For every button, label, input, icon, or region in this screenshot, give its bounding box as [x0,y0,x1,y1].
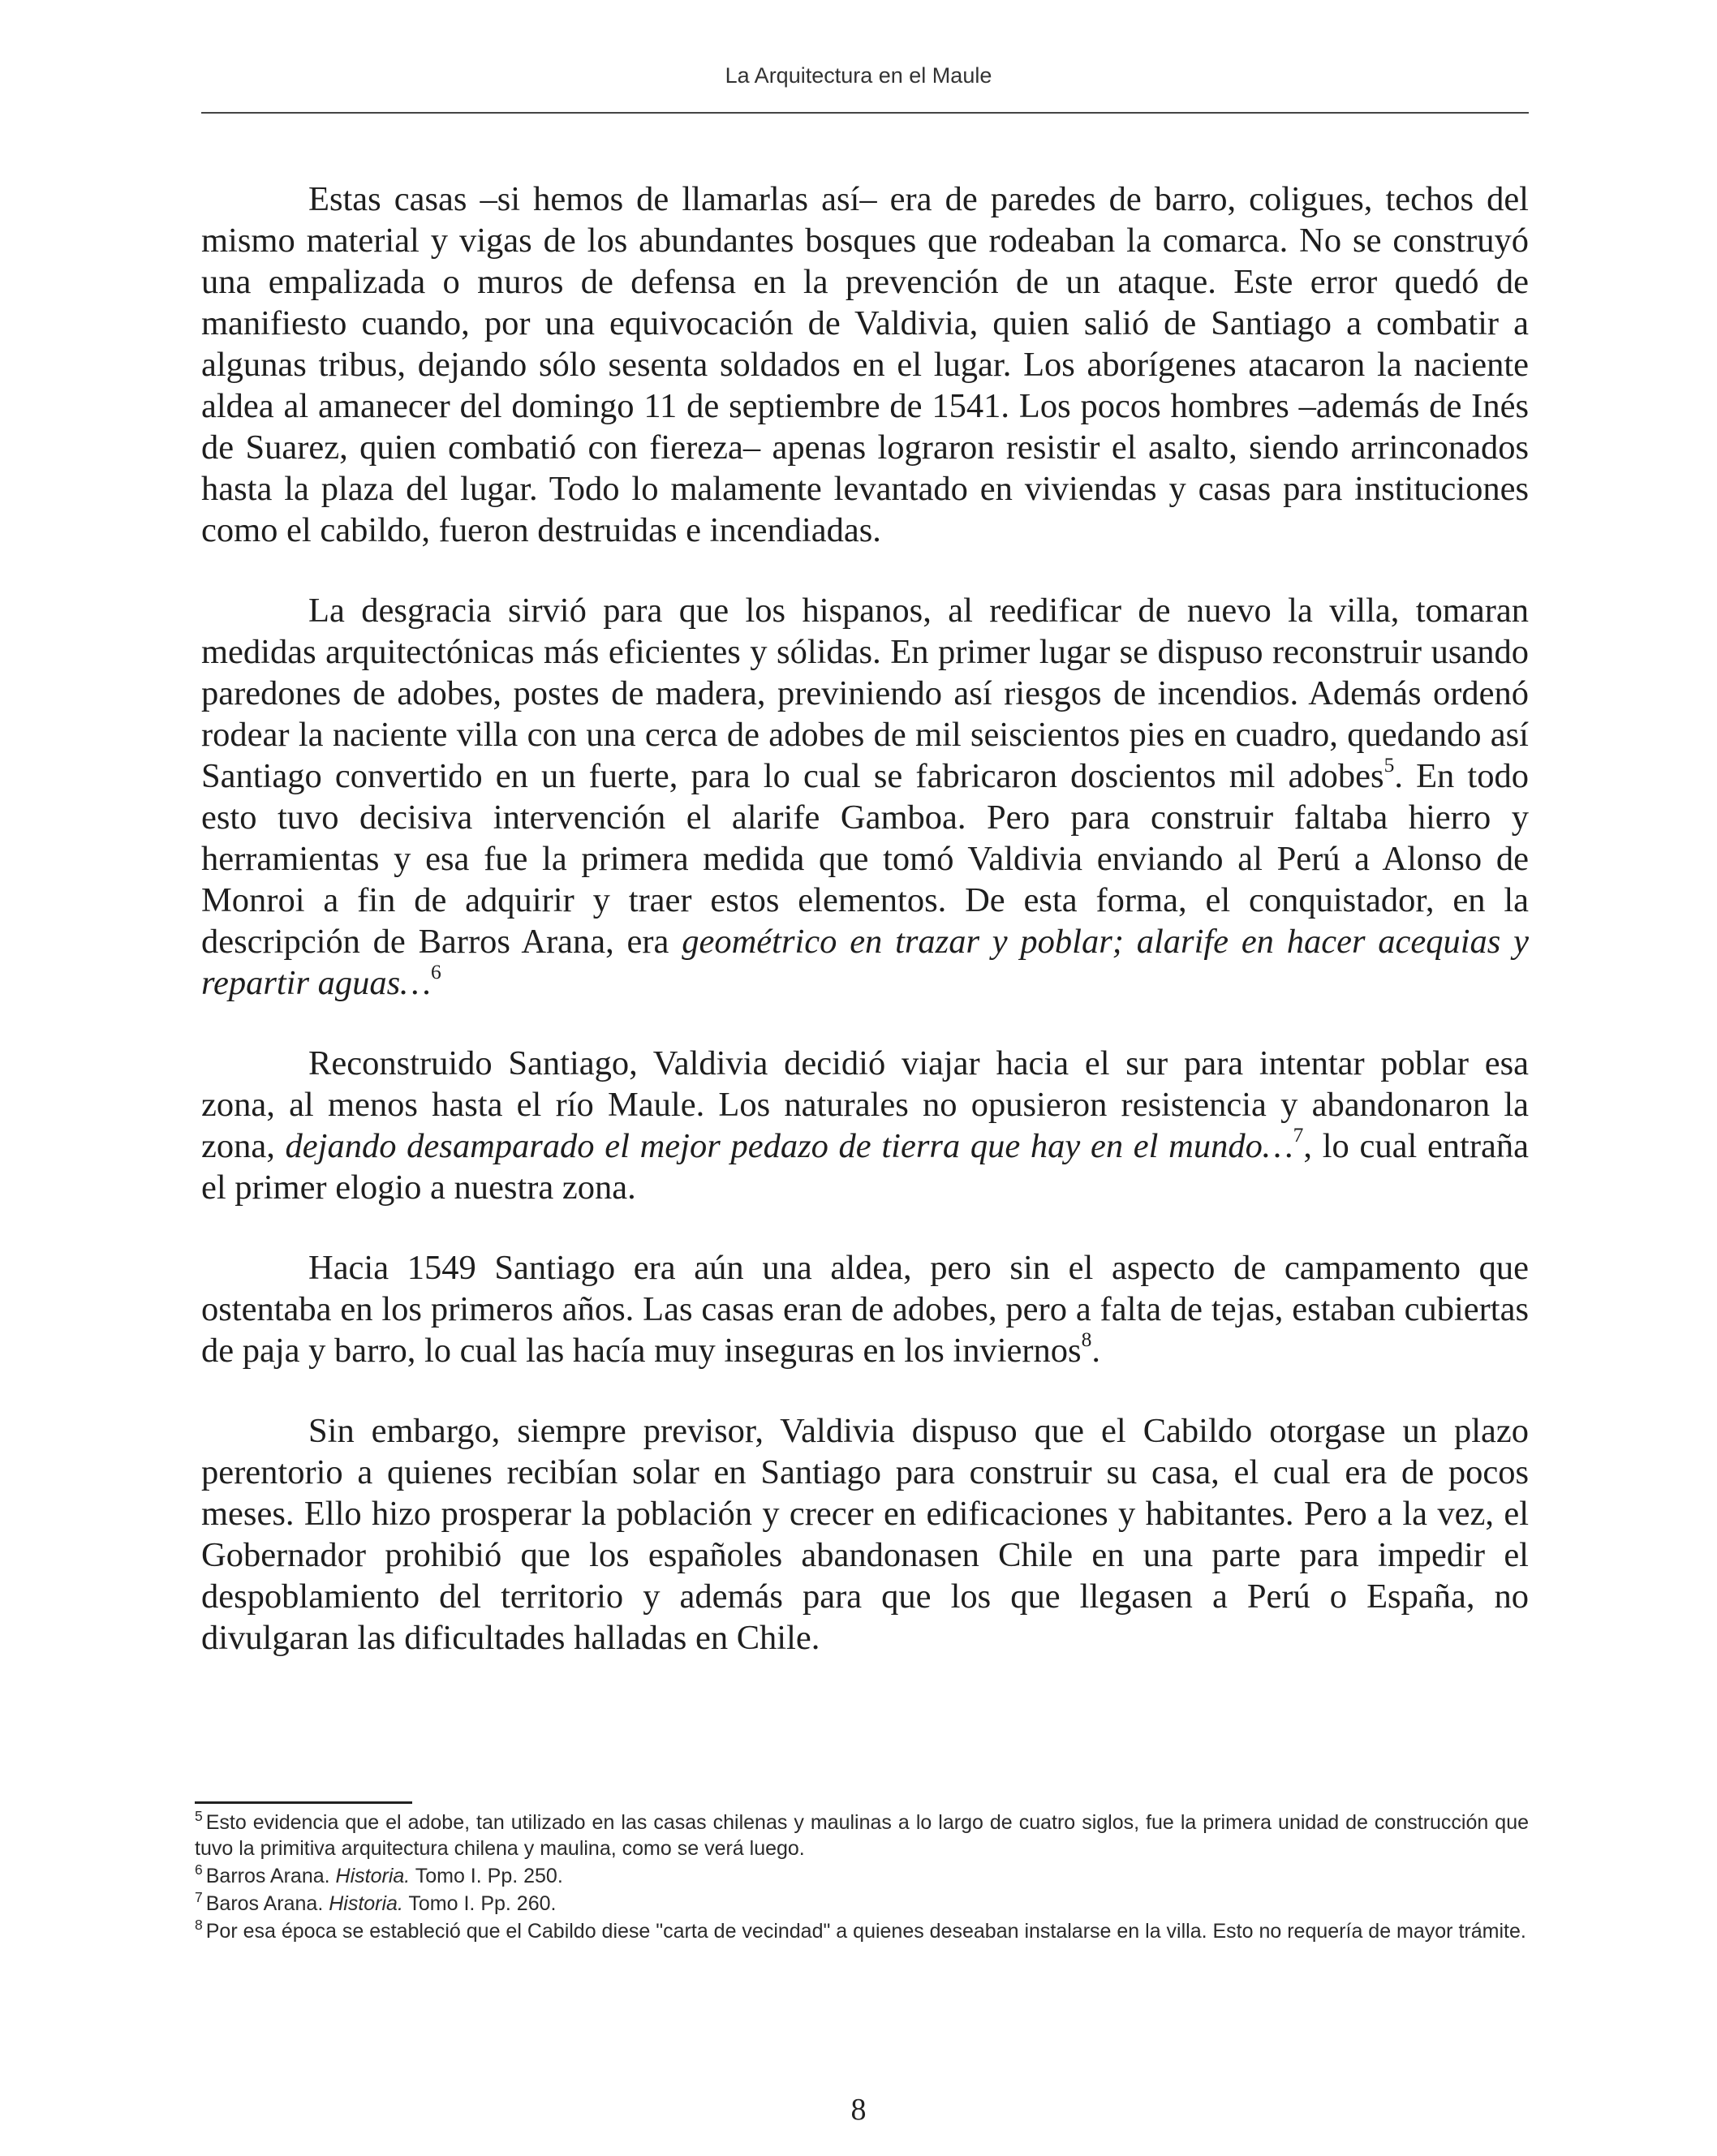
footnote-5 [195,1810,1529,1861]
paragraph-2 [201,590,1529,1004]
footnote-ref-6: 6 [430,959,441,983]
footnote-number: 6 [195,1861,203,1878]
footnote-italic-title: Historia. [335,1865,411,1887]
footnote-number: 8 [195,1917,203,1934]
paragraph-3-quote: dejando desamparado el mejor pedazo de tierra que hay en el mundo… [285,1127,1293,1165]
footnote-text: Esto evidencia que el adobe, tan utilizado en las casas chilenas y maulinas a lo largo de cuatro siglos, fue la primera unidad de construcción que tuvo la primitiva arquitectura chilena y maulina, como se verá luego. [195,1811,1529,1860]
footnote-ref-7: 7 [1293,1122,1304,1147]
paragraph-4-text-b: . [1091,1332,1100,1370]
paragraph-1: Estas casas –si hemos de llamarlas así– era de paredes de barro, coligues, techos del mismo material y vigas de los abundantes bosques que rodeaban la comarca. No se construyó una empalizada o muros de defensa en la prevención de un ataque. Este error quedó de manifiesto cuando, por una equivocación de Valdivia, quien salió de Santiago a combatir a algunas tribus, dejando sólo sesenta soldados en el lugar. Los aborígenes atacaron la naciente aldea al amanecer del domingo 11 de septiembre de 1541. Los pocos hombres –además de Inés de Suarez, quien combatió con fiereza– apenas lograron resistir el asalto, siendo arrinconados hasta la plaza del lugar. Todo lo malamente levantado en viviendas y casas para instituciones como el cabildo, fueron destruidas e incendiadas. [201,180,1529,549]
footnote-number: 7 [195,1889,203,1906]
paragraph-2-text-b: . En todo esto tuvo decisiva intervención el alarife Gamboa. Pero para construir faltaba hierro y herramientas y esa fue la primera medida que tomó Valdivia enviando al Perú a Alonso de Monroi a fin de adquirir y traer estos elementos. De esta forma, el conquistador, en la descripción de Barros Arana, era [201,757,1529,961]
footnote-text: Por esa época se estableció que el Cabildo diese "carta de vecindad" a quienes deseaban instalarse en la villa. Esto no requería de mayor trámite. [205,1920,1526,1943]
footnote-text: Baros Arana. [205,1892,329,1915]
header-rule [201,112,1529,114]
footnote-text: Tomo I. Pp. 250. [410,1865,563,1887]
paragraph-4 [201,1247,1529,1371]
paragraph-5: Sin embargo, siempre previsor, Valdivia dispuso que el Cabildo otorgase un plazo perentorio a quienes recibían solar en Santiago para construir su casa, el cual era de pocos meses. Ello hizo prosperar la población y crecer en edificaciones y habitantes. Pero a la vez, el Gobernador prohibió que los españoles abandonasen Chile en una parte para impedir el despoblamiento del territorio y además para que los que llegasen a Perú o España, no divulgaran las dificultades halladas en Chile. [201,1412,1529,1657]
footnote-text: Barros Arana. [205,1865,336,1887]
running-header: La Arquitectura en el Maule [725,63,992,88]
footnote-ref-8: 8 [1081,1327,1092,1351]
footnote-7 [195,1891,1529,1917]
main-text [201,179,1529,1698]
paragraph-3-text-b: , lo cual entraña el primer elogio a nuestra zona. [201,1127,1529,1207]
footnote-text: Tomo I. Pp. 260. [402,1892,557,1915]
paragraph-2-text-a: La desgracia sirvió para que los hispanos, al reedificar de nuevo la villa, tomaran medidas arquitectónicas más eficientes y sólidas. En primer lugar se dispuso reconstruir usando paredones de adobes, postes de madera, previniendo así riesgos de incendios. Además ordenó rodear la naciente villa con una cerca de adobes de mil seiscientos pies en cuadro, quedando así Santiago convertido en un fuerte, para lo cual se fabricaron doscientos mil adobes [201,592,1529,795]
footnote-italic-title: Historia. [329,1892,403,1915]
paragraph-4-text-a: Hacia 1549 Santiago era aún una aldea, pero sin el aspecto de campamento que ostentaba en los primeros años. Las casas eran de adobes, pero a falta de tejas, estaban cubiertas de paja y barro, lo cual las hacía muy inseguras en los inviernos [201,1249,1529,1370]
footnote-rule [195,1801,412,1804]
footnotes [195,1810,1529,1946]
paragraph-3-text-a: Reconstruido Santiago, Valdivia decidió viajar hacia el sur para intentar poblar esa zona, al menos hasta el río Maule. Los naturales no opusieron resistencia y abandonaron la zona, [201,1044,1529,1165]
paragraph-3 [201,1043,1529,1208]
footnote-6 [195,1863,1529,1889]
footnote-8 [195,1918,1529,1944]
paragraph-2-quote: geométrico en trazar y poblar; alarife en hacer acequias y repartir aguas… [201,923,1529,1002]
footnote-ref-5: 5 [1383,752,1395,777]
page-number: 8 [850,2093,867,2127]
footnote-number: 5 [195,1808,203,1825]
